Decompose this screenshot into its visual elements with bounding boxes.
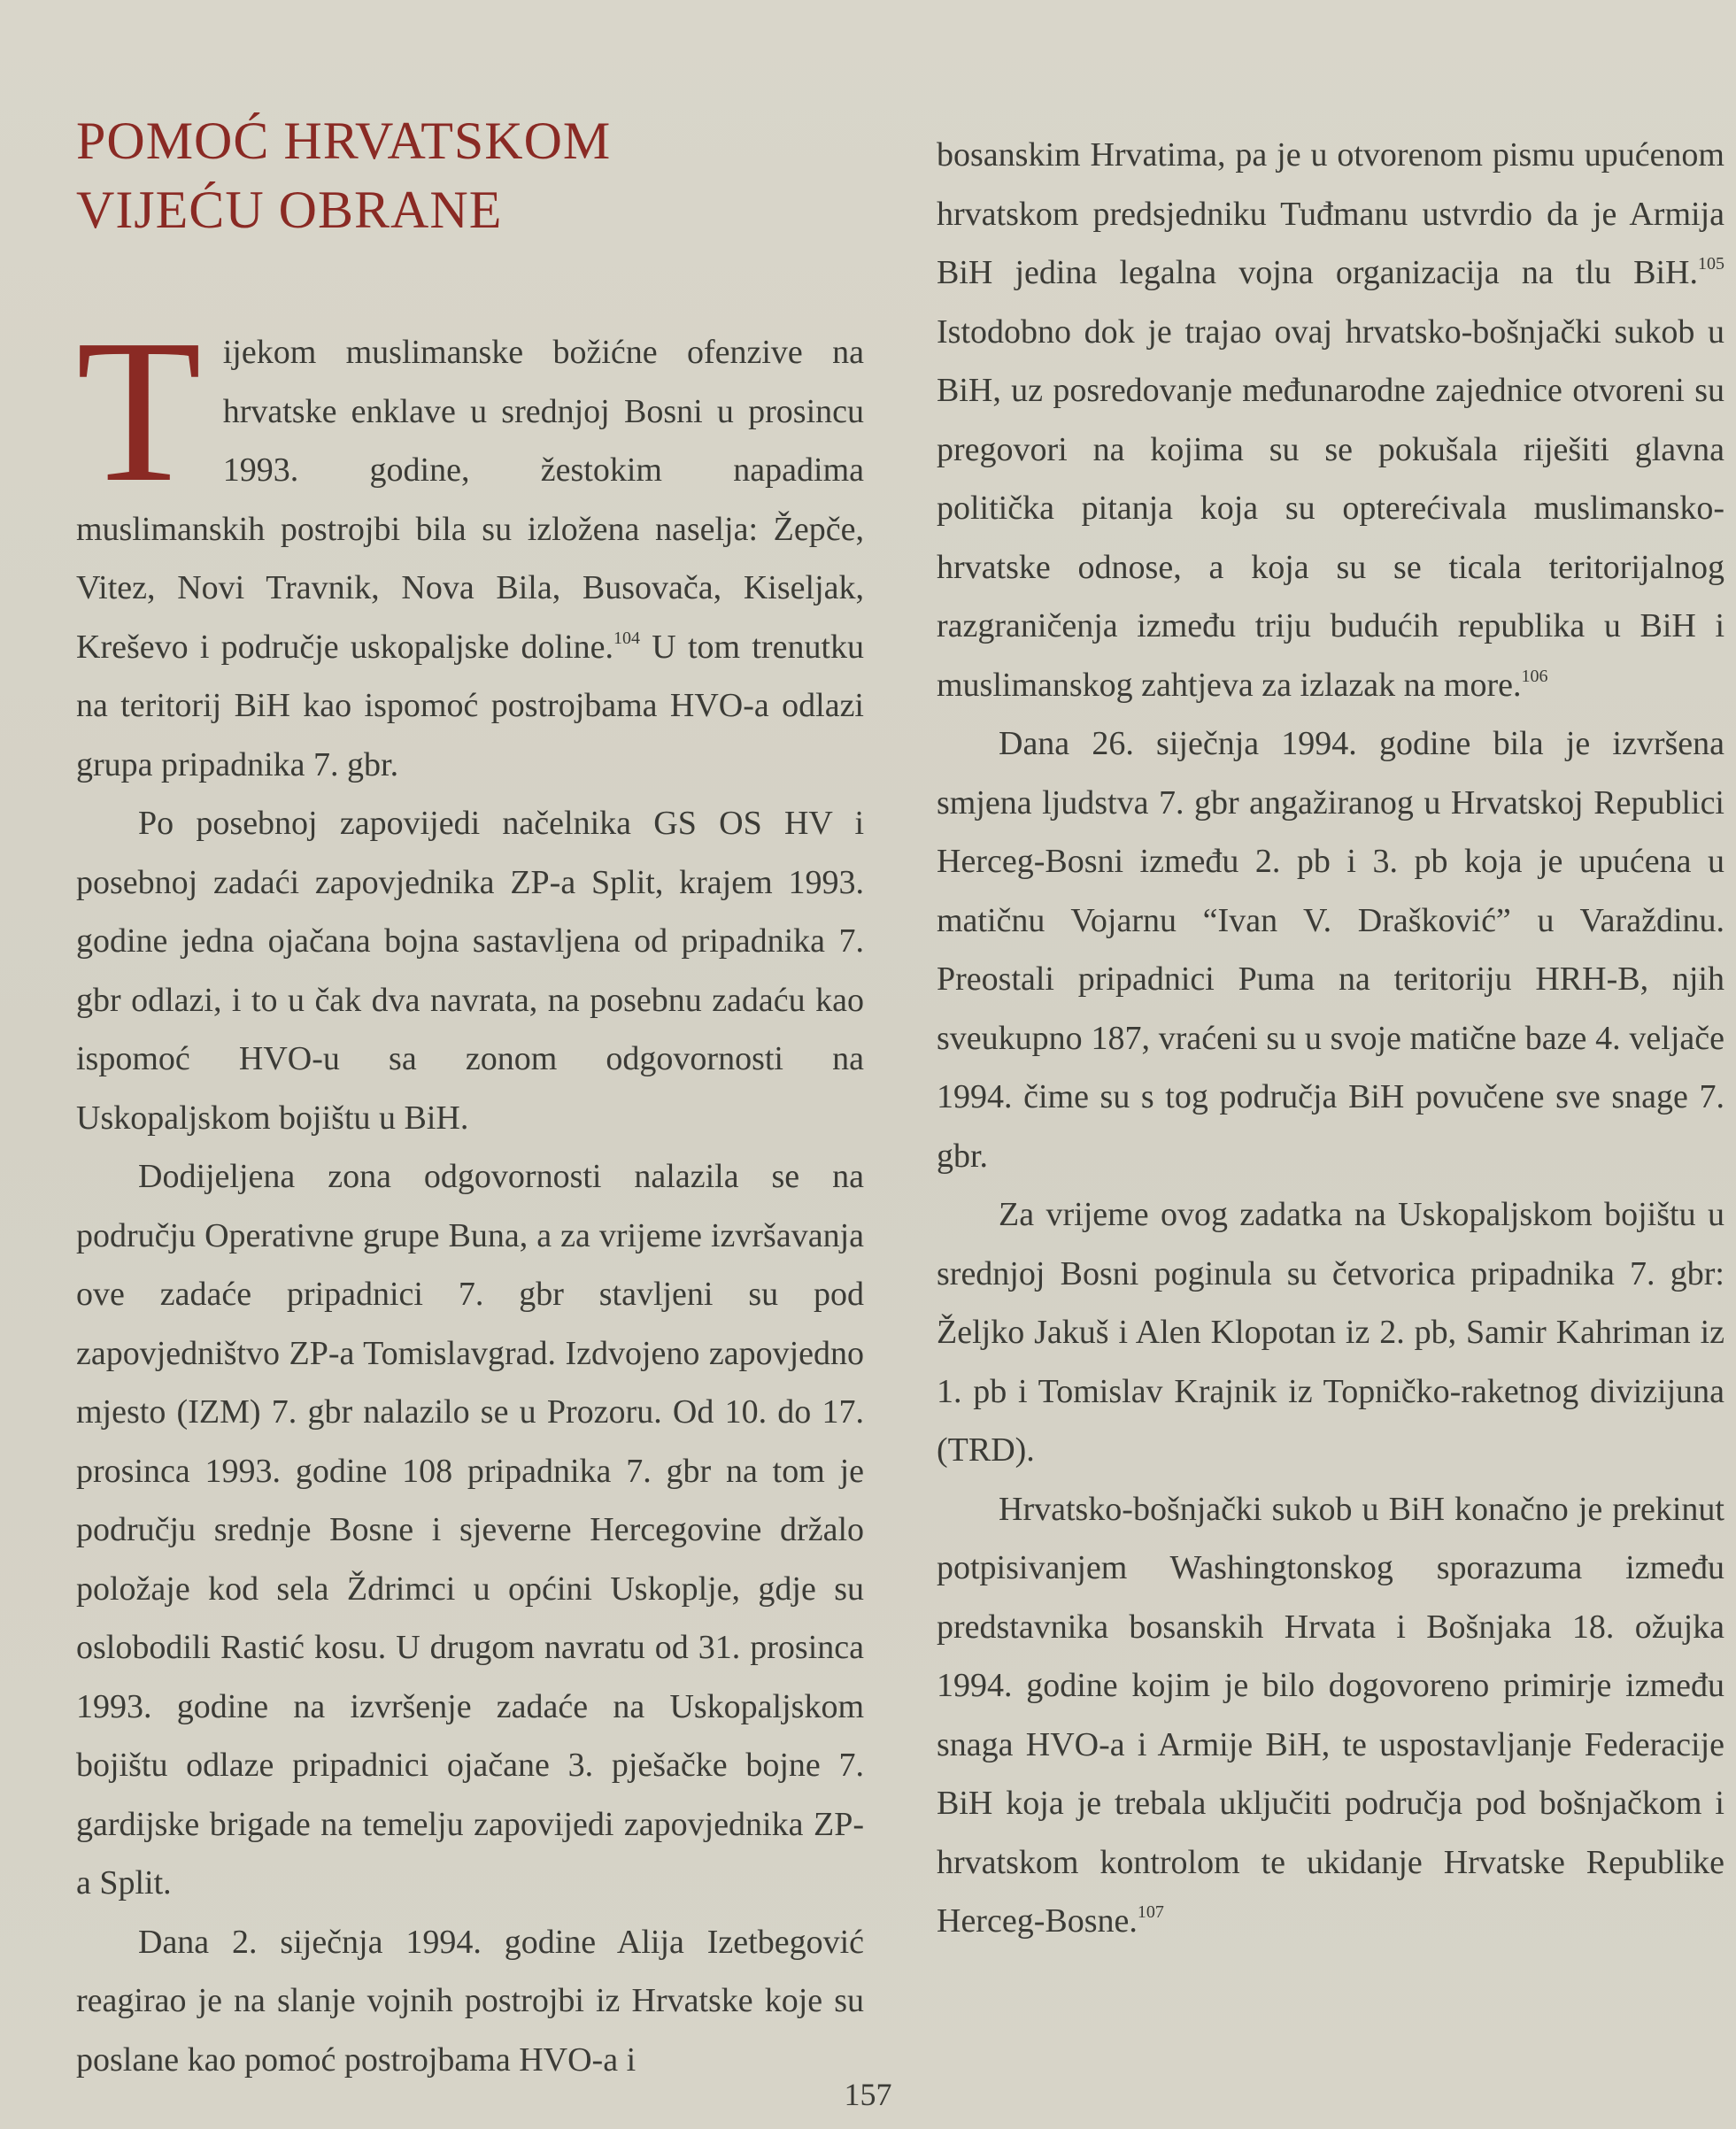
paragraph-7 xyxy=(937,1480,1724,1951)
right-column-text xyxy=(937,126,1724,1951)
footnote-ref-107: 107 xyxy=(1137,1902,1164,1922)
footnote-ref-105: 105 xyxy=(1698,254,1724,274)
heading-line-2: VIJEĆU OBRANE xyxy=(76,181,503,239)
paragraph-3: Dodijeljena zona odgovornosti nalazila se na području Operativne grupe Buna, a za vrijeme izvršavanja ove zadaće pripadnici 7. gbr stavljeni su pod zapovjedništvo ZP-a Tomislavgrad. Izdvojeno zapovjedno mjesto (IZM) 7. gbr nalazilo se u Prozoru. Od 10. do 17. prosinca 1993. godine 108 pripadnika 7. gbr na tom je području srednje Bosne i sjeverne Hercegovine držalo položaje kod sela Ždrimci u općini Uskoplje, gdje su oslobodili Rastić kosu. U drugom navratu od 31. prosinca 1993. godine na izvršenje zadaće na Uskopaljskom bojištu odlaze pripadnici ojačane 3. pješačke bojne 7. gardijske brigade na temelju zapovijedi zapovjednika ZP-a Split. xyxy=(76,1158,864,1901)
paragraph-6: Za vrijeme ovog zadatka na Uskopaljskom bojištu u srednjoj Bosni poginula su četvorica pripadnika 7. gbr: Željko Jakuš i Alen Klopotan iz 2. pb, Samir Kahriman iz 1. pb i Tomislav Krajnik iz Topničko-raketnog divizijuna (TRD). xyxy=(937,1196,1724,1469)
paragraph-1-tail: U tom trenutku na teritorij BiH kao ispomoć postrojbama HVO-a odlazi grupa pripadnika 7. gbr. xyxy=(76,628,864,783)
heading-line-1: POMOĆ HRVATSKOM xyxy=(76,112,612,170)
page-number: 157 xyxy=(844,2077,892,2112)
paragraph-1 xyxy=(76,297,864,794)
drop-cap: T xyxy=(76,297,202,525)
footnote-ref-104: 104 xyxy=(613,628,641,648)
footnote-ref-106: 106 xyxy=(1521,666,1548,686)
paragraph-2: Po posebnoj zapovijedi načelnika GS OS HV i posebnoj zadaći zapovjednika ZP-a Split, krajem 1993. godine jedna ojačana bojna sastavljena od pripadnika 7. gbr odlazi, i to u čak dva navrata, na posebnu zadaću kao ispomoć HVO-u sa zonom odgovornosti na Uskopaljskom bojištu u BiH. xyxy=(76,805,864,1137)
left-column-text xyxy=(76,297,864,2089)
paragraph-5: Dana 26. siječnja 1994. godine bila je izvršena smjena ljudstva 7. gbr angažiranog u Hrvatskoj Republici Herceg-Bosni između 2. pb i 3. pb koja je upućena u matičnu Vojarnu “Ivan V. Drašković” u Varaždinu. Preostali pripadnici Puma na teritoriju HRH-B, njih sveukupno 187, vraćeni su u svoje matične baze 4. veljače 1994. čime su s tog područja BiH povučene sve snage 7. gbr. xyxy=(937,725,1724,1175)
chapter-heading xyxy=(76,106,611,244)
paragraph-1-text: ijekom muslimanske božićne ofenzive na hrvatske enklave u srednjoj Bosni u prosincu 1993. godine, žestokim napadima muslimanskih postrojbi bila su izložena naselja: Žepče, Vitez, Novi Travnik, Nova Bila, Busovača, Kiseljak, Kreševo i područje uskopaljske doline. xyxy=(76,334,864,666)
paragraph-continued xyxy=(937,126,1724,714)
paragraph-7-text: Hrvatsko-bošnjački sukob u BiH konačno je prekinut potpisivanjem Washingtonskog sporazuma između predstavnika bosanskih Hrvata i Bošnjaka 18. ožujka 1994. godine kojim je bilo dogovoreno primirje između snaga HVO-a i Armije BiH, te uspostavljanje Federacije BiH koja je trebala uključiti područja pod bošnjačkom i hrvatskom kontrolom te ukidanje Hrvatske Republike Herceg-Bosne. xyxy=(937,1490,1724,1940)
paragraph-continued-mid: Istodobno dok je trajao ovaj hrvatsko-bošnjački sukob u BiH, uz posredovanje međunarodne zajednice otvoreni su pregovori na kojima su se pokušala riješiti glavna politička pitanja koja su opterećivala muslimansko-hrvatske odnose, a koja su se ticala teritorijalnog razgraničenja između triju budućih republika u BiH i muslimanskog zahtjeva za izlazak na more. xyxy=(937,312,1724,704)
paragraph-4: Dana 2. siječnja 1994. godine Alija Izetbegović reagirao je na slanje vojnih postrojbi iz Hrvatske koje su poslane kao pomoć postrojbama HVO-a i xyxy=(76,1923,864,2079)
paragraph-continued-text: bosanskim Hrvatima, pa je u otvorenom pismu upućenom hrvatskom predsjedniku Tuđmanu ustvrdio da je Armija BiH jedina legalna vojna organizacija na tlu BiH. xyxy=(937,136,1724,291)
